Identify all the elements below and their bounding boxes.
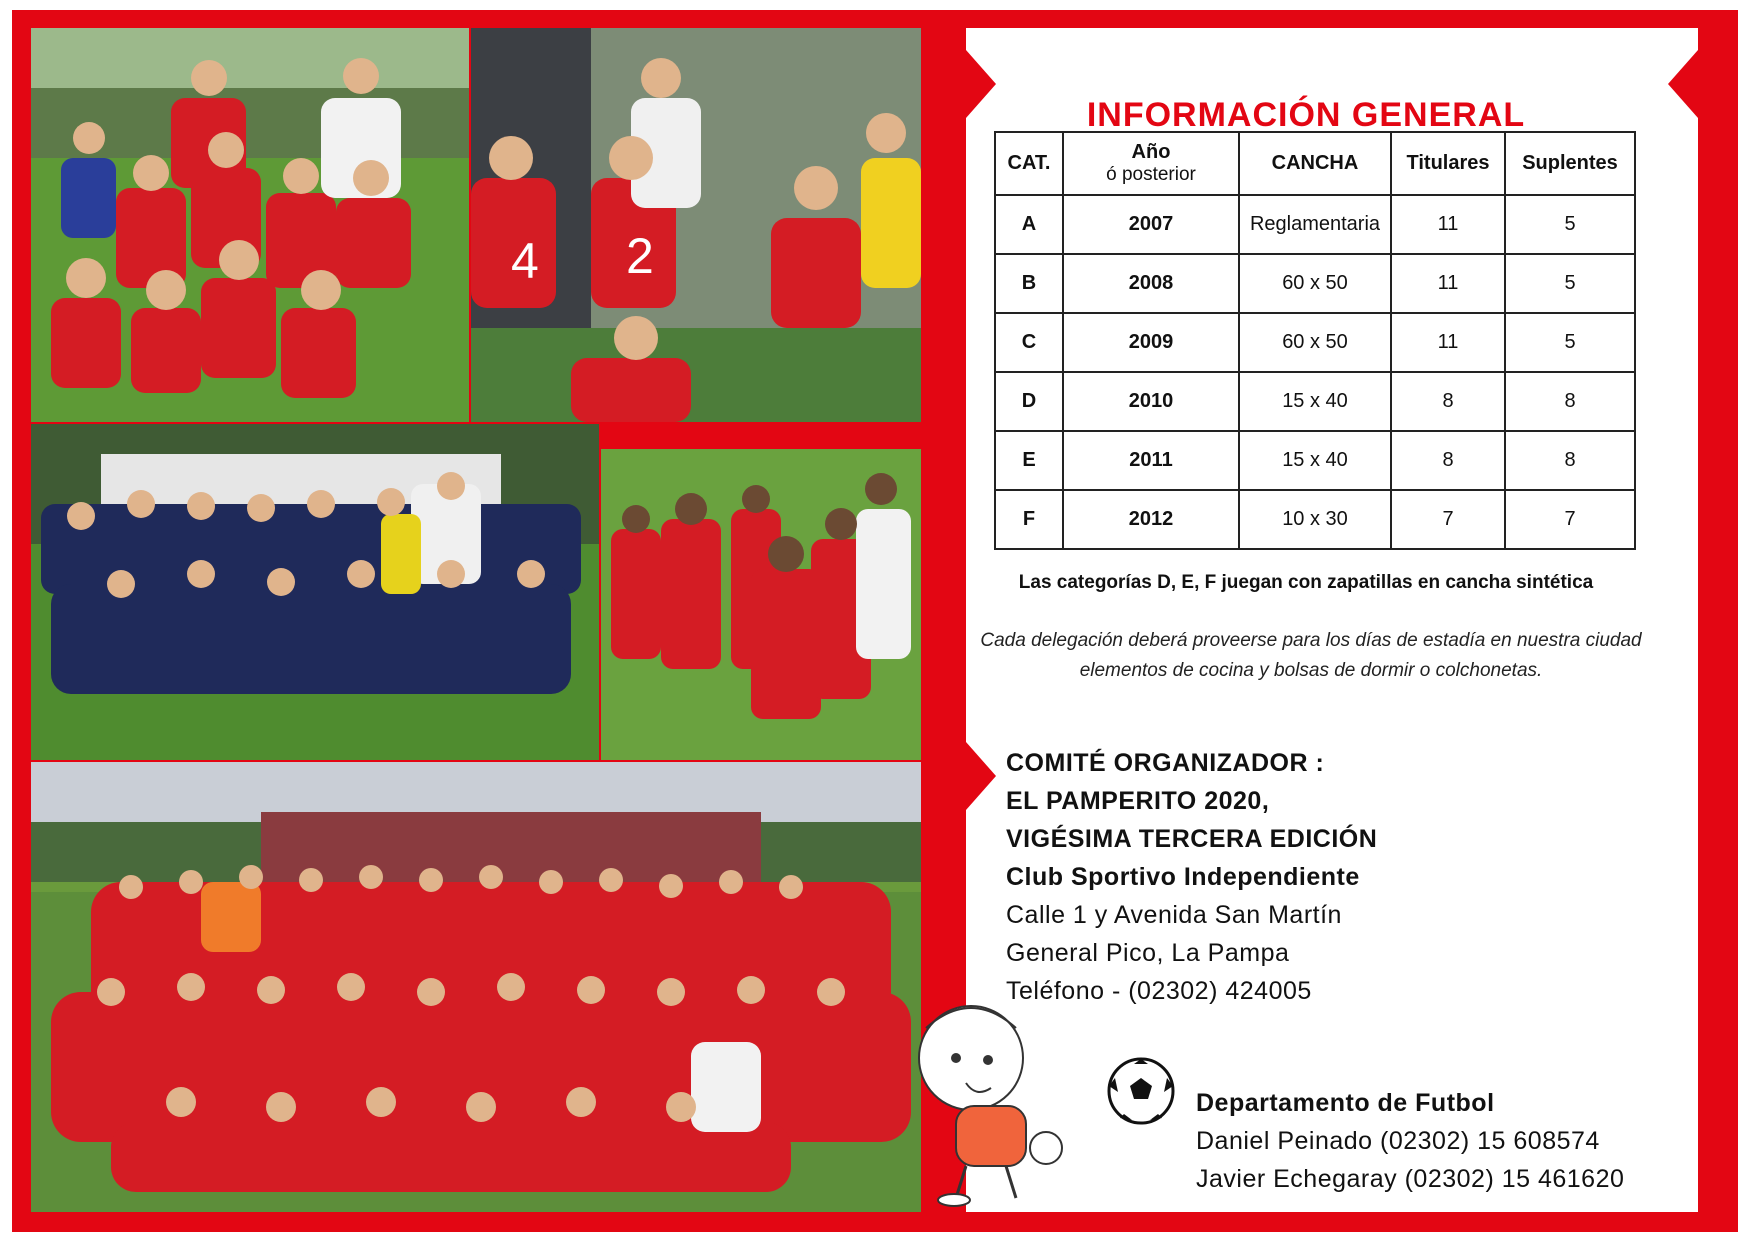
categories-table [994, 131, 1636, 550]
header-starters: Titulares [1391, 132, 1505, 195]
cell-substitutes: 5 [1505, 254, 1635, 313]
svg-text:4: 4 [511, 233, 539, 289]
delegation-note [976, 626, 1646, 686]
cell-substitutes: 5 [1505, 195, 1635, 254]
cell-field: 60 x 50 [1239, 313, 1391, 372]
cell-year: 2011 [1063, 431, 1239, 490]
header-year-label: Año [1131, 141, 1171, 163]
cell-substitutes: 8 [1505, 431, 1635, 490]
cell-substitutes: 8 [1505, 372, 1635, 431]
table-row [995, 490, 1635, 549]
cell-starters: 11 [1391, 313, 1505, 372]
cell-field: 10 x 30 [1239, 490, 1391, 549]
cell-starters: 8 [1391, 372, 1505, 431]
photo-kids-around-coach [471, 28, 921, 422]
table-row [995, 254, 1635, 313]
header-field: CANCHA [1239, 132, 1391, 195]
cell-starters: 7 [1391, 490, 1505, 549]
club-address: Calle 1 y Avenida San Martín [1006, 901, 1342, 929]
cell-field: Reglamentaria [1239, 195, 1391, 254]
delegation-note-line: elementos de cocina y bolsas de dormir o colchonetas. [1079, 660, 1543, 681]
svg-text:2: 2 [626, 228, 654, 284]
soccer-ball-icon [1106, 1056, 1176, 1126]
cell-cat: A [995, 195, 1063, 254]
header-substitutes: Suplentes [1505, 132, 1635, 195]
edition: VIGÉSIMA TERCERA EDICIÓN [1006, 825, 1378, 853]
cell-year: 2012 [1063, 490, 1239, 549]
photo-kids-back-view [601, 449, 921, 760]
info-title: INFORMACIÓN GENERAL [1086, 96, 1526, 134]
cell-substitutes: 5 [1505, 313, 1635, 372]
cell-year: 2009 [1063, 313, 1239, 372]
cell-year: 2007 [1063, 195, 1239, 254]
cell-cat: C [995, 313, 1063, 372]
event-name: EL PAMPERITO 2020, [1006, 787, 1270, 815]
synthetic-field-note: Las categorías D, E, F juegan con zapatillas en cancha sintética [1018, 572, 1594, 593]
cell-field: 15 x 40 [1239, 431, 1391, 490]
cell-year: 2010 [1063, 372, 1239, 431]
header-cat: CAT. [995, 132, 1063, 195]
table-row [995, 372, 1635, 431]
cell-year: 2008 [1063, 254, 1239, 313]
cell-cat: D [995, 372, 1063, 431]
cell-starters: 11 [1391, 254, 1505, 313]
organizing-committee [1006, 744, 1377, 1010]
club-city: General Pico, La Pampa [1006, 939, 1290, 967]
cell-cat: E [995, 431, 1063, 490]
club-name: Club Sportivo Independiente [1006, 863, 1360, 891]
football-department [1196, 1084, 1624, 1198]
mascot-illustration [896, 988, 1066, 1208]
cell-substitutes: 7 [1505, 490, 1635, 549]
header-year [1063, 132, 1239, 195]
delegation-note-line: Cada delegación deberá proveerse para los días de estadía en nuestra ciudad [980, 630, 1642, 651]
club-phone: Teléfono - (02302) 424005 [1006, 977, 1312, 1005]
cell-starters: 11 [1391, 195, 1505, 254]
cell-starters: 8 [1391, 431, 1505, 490]
photo-large-group-stadium [31, 762, 921, 1212]
contact-javier: Javier Echegaray (02302) 15 461620 [1196, 1165, 1625, 1193]
committee-heading: COMITÉ ORGANIZADOR : [1006, 749, 1325, 777]
table-header-row [995, 132, 1635, 195]
cell-cat: F [995, 490, 1063, 549]
table-row [995, 195, 1635, 254]
panel-notch [1668, 50, 1698, 118]
table-row [995, 313, 1635, 372]
department-title: Departamento de Futbol [1196, 1089, 1495, 1117]
cell-cat: B [995, 254, 1063, 313]
contact-daniel: Daniel Peinado (02302) 15 608574 [1196, 1127, 1600, 1155]
photo-kids-team-with-coaches [31, 28, 469, 422]
panel-notch [966, 742, 996, 810]
header-year-sub: ó posterior [1106, 164, 1196, 185]
table-row [995, 431, 1635, 490]
cell-field: 15 x 40 [1239, 372, 1391, 431]
cell-field: 60 x 50 [1239, 254, 1391, 313]
photo-navy-kit-team [31, 424, 599, 760]
info-panel [966, 28, 1698, 1212]
